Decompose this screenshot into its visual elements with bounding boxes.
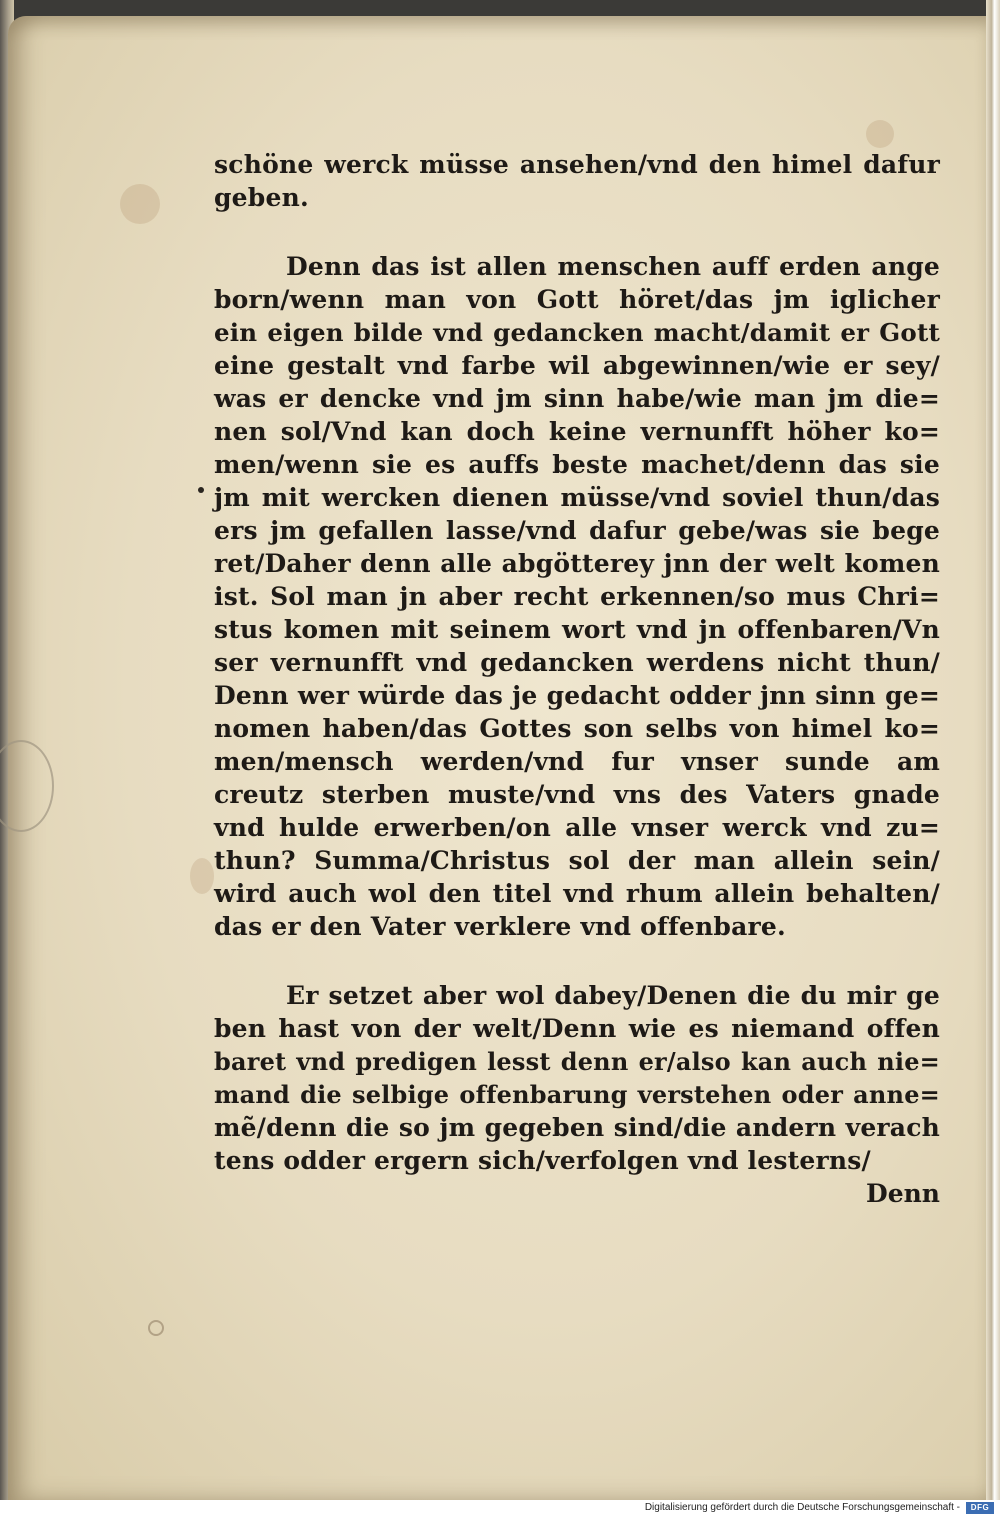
paragraph-gap [214, 943, 940, 979]
footer-bar [0, 1500, 1000, 1517]
text-line: das er den Vater verklere vnd offenbare. [214, 912, 786, 941]
text-line: nen sol/Vnd kan doch keine vernunfft höher ko= [214, 417, 940, 446]
text-line: baret vnd predigen lesst denn er/also kan auch nie= [214, 1047, 940, 1076]
text-line: nomen haben/das Gottes son selbs von himel ko= [214, 714, 940, 743]
text-line: ser vernunfft vnd gedancken werdens nicht thun/ [214, 648, 940, 677]
catchword: Denn [866, 1179, 940, 1208]
fore-edge [986, 0, 1000, 1500]
clip-impression [0, 740, 54, 832]
paper-hole [148, 1320, 164, 1336]
text-line: men/mensch werden/vnd fur vnser sunde am [214, 747, 940, 776]
text-line: creutz sterben muste/vnd vns des Vaters gnade [214, 780, 940, 809]
text-line: tens odder ergern sich/verfolgen vnd lesterns/ [214, 1146, 871, 1175]
paragraph-gap [214, 214, 940, 250]
funding-credit: Digitalisierung gefördert durch die Deutsche Forschungsgemeinschaft - [644, 1502, 960, 1513]
text-line: ist. Sol man jn aber recht erkennen/so mus Chri= [214, 582, 940, 611]
margin-mark [198, 487, 204, 493]
text-line: ben hast von der welt/Denn wie es niemand offen [214, 1014, 940, 1043]
text-line: born/wenn man von Gott höret/das jm iglicher [214, 285, 940, 314]
text-line: Denn wer würde das je gedacht odder jnn sinn ge= [214, 681, 940, 710]
paragraph [214, 148, 940, 214]
text-line: ers jm gefallen lasse/vnd dafur gebe/was sie bege [214, 516, 940, 545]
paper-stain [866, 120, 894, 148]
text-line: eine gestalt vnd farbe wil abgewinnen/wie er sey/ [214, 351, 940, 380]
text-line: vnd hulde erwerben/on alle vnser werck vnd zu= [214, 813, 940, 842]
paragraph [214, 979, 940, 1177]
paper-stain [190, 858, 214, 894]
text-line: geben. [214, 183, 309, 212]
text-line: men/wenn sie es auffs beste machet/denn das sie [214, 450, 940, 479]
text-line: wird auch wol den titel vnd rhum allein behalten/ [214, 879, 940, 908]
text-line: schöne werck müsse ansehen/vnd den himel dafur [214, 150, 940, 179]
text-line: Denn das ist allen menschen auff erden ange [286, 252, 940, 281]
text-line: stus komen mit seinem wort vnd jn offenbaren/Vn [214, 615, 940, 644]
text-line: mẽ/denn die so jm gegeben sind/die andern verach [214, 1113, 940, 1142]
dfg-logo: DFG [966, 1502, 994, 1514]
paragraph [214, 250, 940, 943]
page-text [214, 148, 940, 1210]
text-line: thun? Summa/Christus sol der man allein sein/ [214, 846, 940, 875]
text-line: mand die selbige offenbarung verstehen oder anne= [214, 1080, 940, 1109]
text-line: jm mit wercken dienen müsse/vnd soviel thun/das [214, 483, 940, 512]
paper-stain [120, 184, 160, 224]
text-line: ret/Daher denn alle abgötterey jnn der welt komen [214, 549, 940, 578]
text-line: Er setzet aber wol dabey/Denen die du mir ge [286, 981, 940, 1010]
text-line: ein eigen bilde vnd gedancken macht/damit er Gott [214, 318, 940, 347]
text-line: was er dencke vnd jm sinn habe/wie man jm die= [214, 384, 940, 413]
